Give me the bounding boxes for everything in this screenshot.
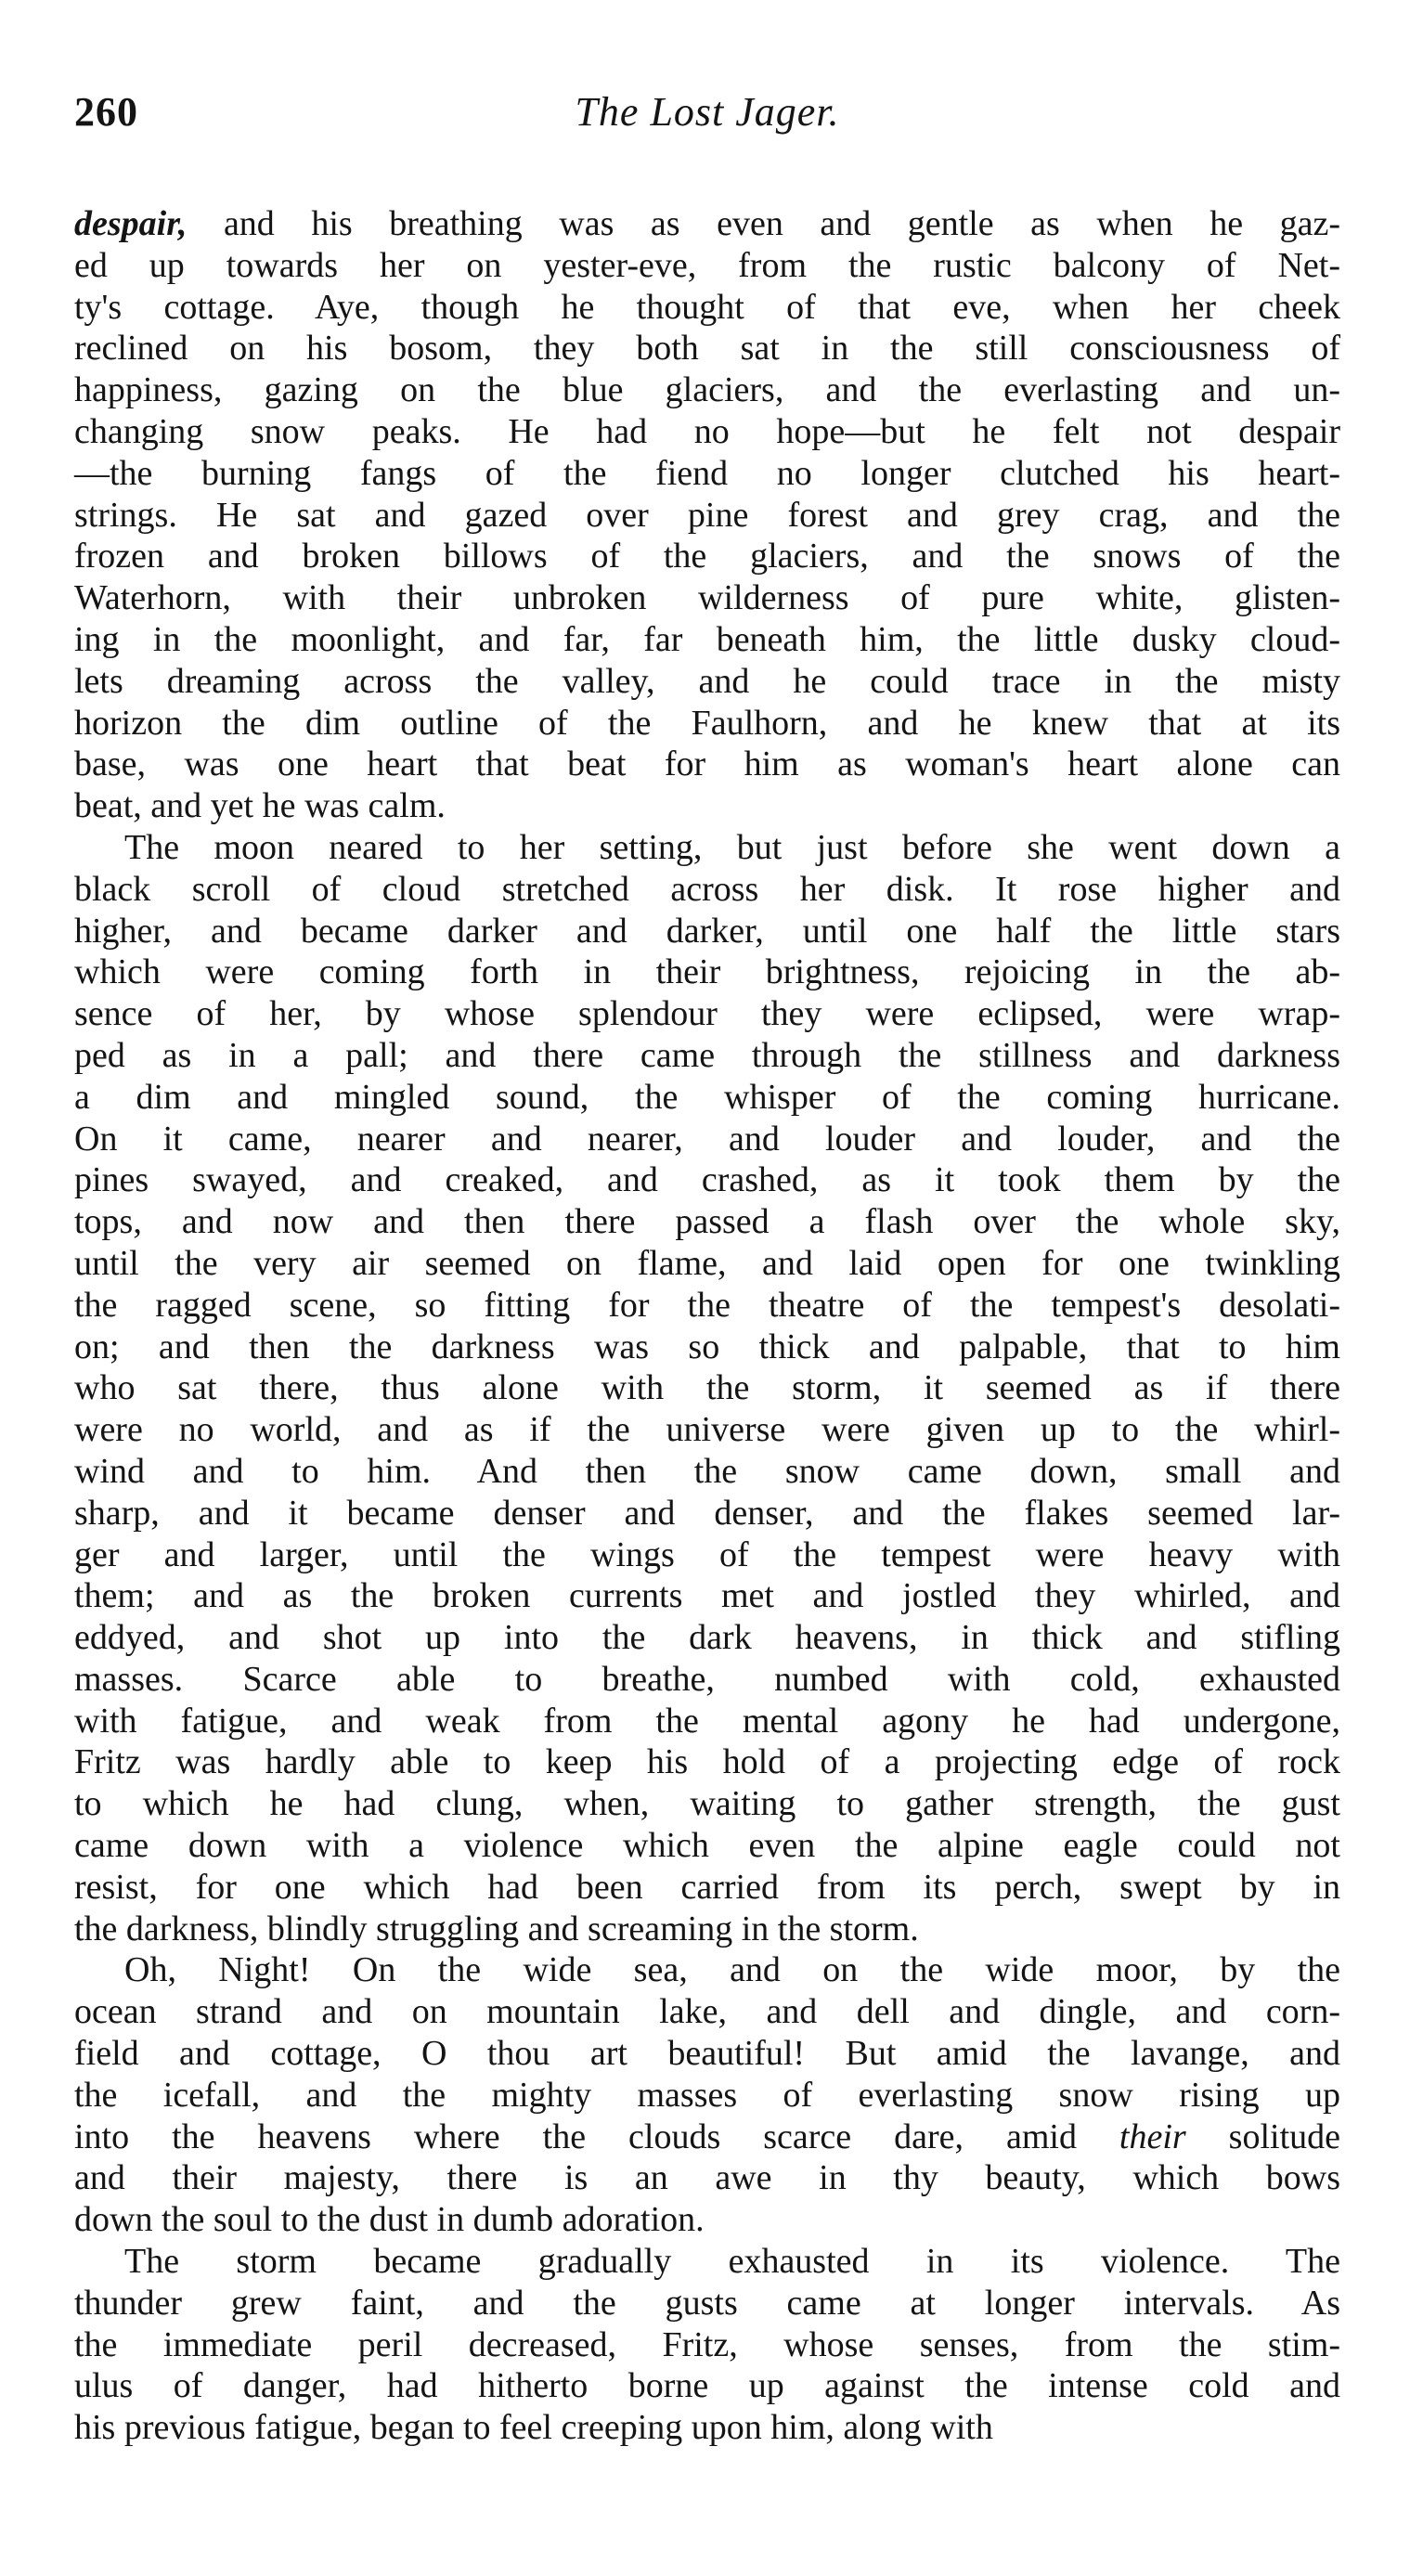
- paragraph: [74, 203, 1340, 827]
- text-line: down the soul to the dust in dumb adoration.: [74, 2200, 705, 2240]
- text-line: ocean strand and on mountain lake, and dell and dingle, and corn-: [74, 1992, 1340, 2032]
- text-line: until the very air seemed on flame, and laid open for one twinkling: [74, 1243, 1340, 1283]
- text-line: despair, and his breathing was as even and gentle as when he gaz-: [74, 204, 1340, 243]
- paragraph: [74, 1949, 1340, 2241]
- text-line: into the heavens where the clouds scarce dare, amid their solitude: [74, 2116, 1341, 2156]
- text-line: his previous fatigue, began to feel creeping upon him, along with: [74, 2408, 993, 2448]
- text-line: masses. Scarce able to breathe, numbed with cold, exhausted: [74, 1659, 1340, 1699]
- running-title: The Lost Jager.: [575, 89, 840, 135]
- text-line: ed up towards her on yester-eve, from the rustic balcony of Net-: [74, 245, 1340, 285]
- text-line: base, was one heart that beat for him as woman's heart alone can: [74, 744, 1340, 784]
- text-line: eddyed, and shot up into the dark heavens, in thick and stifling: [74, 1618, 1340, 1658]
- text-line: thunder grew faint, and the gusts came at longer intervals. As: [74, 2283, 1340, 2323]
- book-page: [74, 88, 1340, 2449]
- text-line: Oh, Night! On the wide sea, and on the wide moor, by the: [124, 1950, 1340, 1990]
- text-line: beat, and yet he was calm.: [74, 786, 446, 826]
- text-line: changing snow peaks. He had no hope—but he felt not despair: [74, 411, 1340, 451]
- text-line: strings. He sat and gazed over pine forest and grey crag, and the: [74, 495, 1340, 535]
- text-line: —the burning fangs of the fiend no longer clutched his heart-: [74, 453, 1340, 493]
- text-line: which were coming forth in their brightness, rejoicing in the ab-: [74, 952, 1340, 992]
- text-line: sharp, and it became denser and denser, and the flakes seemed lar-: [74, 1493, 1340, 1533]
- text-line: ulus of danger, had hitherto borne up against the intense cold and: [74, 2366, 1340, 2406]
- text-line: tops, and now and then there passed a flash over the whole sky,: [74, 1202, 1340, 1242]
- text-line: On it came, nearer and nearer, and louder and louder, and the: [74, 1119, 1340, 1159]
- text-line: Waterhorn, with their unbroken wilderness of pure white, glisten-: [74, 578, 1340, 618]
- text-line: The storm became gradually exhausted in its violence. The: [124, 2242, 1340, 2282]
- paragraph: [74, 2241, 1340, 2449]
- text-line: with fatigue, and weak from the mental agony he had undergone,: [74, 1701, 1340, 1741]
- text-line: the ragged scene, so fitting for the theatre of the tempest's desolati-: [74, 1285, 1340, 1325]
- text-line: wind and to him. And then the snow came down, small and: [74, 1451, 1340, 1491]
- text-line: horizon the dim outline of the Faulhorn, and he knew that at its: [74, 703, 1340, 743]
- text-line: higher, and became darker and darker, until one half the little stars: [74, 911, 1340, 951]
- text-line: on; and then the darkness was so thick and palpable, that to him: [74, 1327, 1340, 1366]
- text-line: happiness, gazing on the blue glaciers, and the everlasting and un-: [74, 370, 1340, 410]
- text-line: Fritz was hardly able to keep his hold of a projecting edge of rock: [74, 1742, 1340, 1782]
- body-text: [74, 203, 1340, 2449]
- page-number: 260: [74, 89, 138, 135]
- text-line: lets dreaming across the valley, and he could trace in the misty: [74, 661, 1340, 701]
- page-header: [74, 88, 1340, 153]
- text-line: the icefall, and the mighty masses of everlasting snow rising up: [74, 2075, 1340, 2115]
- text-line: were no world, and as if the universe were given up to the whirl-: [74, 1410, 1340, 1450]
- text-line: who sat there, thus alone with the storm, it seemed as if there: [74, 1368, 1340, 1408]
- text-line: ty's cottage. Aye, though he thought of that eve, when her cheek: [74, 287, 1340, 327]
- text-line: and their majesty, there is an awe in thy beauty, which bows: [74, 2158, 1340, 2198]
- text-line: a dim and mingled sound, the whisper of the coming hurricane.: [74, 1077, 1340, 1117]
- paragraph: [74, 827, 1340, 1950]
- text-line: black scroll of cloud stretched across her disk. It rose higher and: [74, 869, 1340, 909]
- text-line: pines swayed, and creaked, and crashed, as it took them by the: [74, 1160, 1340, 1200]
- text-line: resist, for one which had been carried from its perch, swept by in: [74, 1867, 1340, 1907]
- text-line: ing in the moonlight, and far, far beneath him, the little dusky cloud-: [74, 619, 1340, 659]
- text-line: frozen and broken billows of the glaciers, and the snows of the: [74, 537, 1340, 576]
- text-line: The moon neared to her setting, but just before she went down a: [124, 827, 1340, 867]
- text-line: reclined on his bosom, they both sat in the still consciousness of: [74, 329, 1340, 369]
- text-line: sence of her, by whose splendour they were eclipsed, were wrap-: [74, 994, 1340, 1034]
- text-line: the immediate peril decreased, Fritz, whose senses, from the stim-: [74, 2324, 1340, 2364]
- text-line: to which he had clung, when, waiting to gather strength, the gust: [74, 1784, 1340, 1824]
- text-line: came down with a violence which even the alpine eagle could not: [74, 1826, 1340, 1866]
- text-line: ped as in a pall; and there came through the stillness and darkness: [74, 1035, 1340, 1075]
- text-line: the darkness, blindly struggling and screaming in the storm.: [74, 1909, 919, 1948]
- text-line: them; and as the broken currents met and jostled they whirled, and: [74, 1576, 1340, 1616]
- text-line: ger and larger, until the wings of the tempest were heavy with: [74, 1534, 1340, 1574]
- text-line: field and cottage, O thou art beautiful! But amid the lavange, and: [74, 2034, 1340, 2074]
